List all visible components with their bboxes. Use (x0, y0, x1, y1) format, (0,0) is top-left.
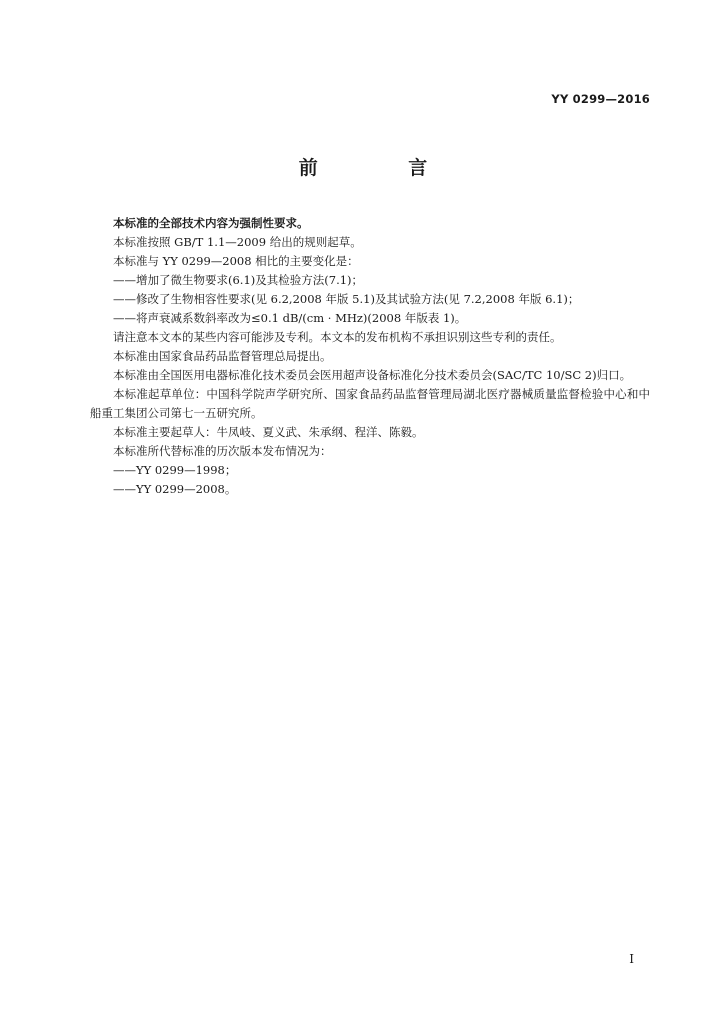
list-item-change-2: ——修改了生物相容性要求(见 6.2,2008 年版 5.1)及其试验方法(见 7.2,2008 年版 6.1)； (113, 292, 580, 306)
foreword-body (90, 214, 650, 499)
paragraph-administered-by: 本标准由全国医用电器标准化技术委员会医用超声设备标准化分技术委员会(SAC/TC 10/SC 2)归口。 (113, 368, 632, 382)
list-item-change-3: ——将声衰减系数斜率改为≤0.1 dB/(cm · MHz)(2008 年版表 1)。 (113, 311, 467, 325)
paragraph-mandatory: 本标准的全部技术内容为强制性要求。 (113, 216, 309, 230)
page-number: I (629, 952, 634, 966)
paragraph-drafting-units: 本标准起草单位：中国科学院声学研究所、国家食品药品监督管理局湖北医疗器械质量监督检验中心和中船重工集团公司第七一五研究所。 (90, 387, 650, 420)
paragraph-history-intro: 本标准所代替标准的历次版本发布情况为： (113, 444, 332, 458)
paragraph-drafters: 本标准主要起草人：牛凤岐、夏义武、朱承纲、程洋、陈毅。 (113, 425, 424, 439)
document-code: YY 0299—2016 (551, 92, 650, 106)
list-item-history-2: ——YY 0299—2008。 (113, 482, 237, 496)
list-item-change-1: ——增加了微生物要求(6.1)及其检验方法(7.1)； (113, 273, 364, 287)
paragraph-patent-notice: 请注意本文本的某些内容可能涉及专利。本文本的发布机构不承担识别这些专利的责任。 (113, 330, 562, 344)
paragraph-proposed-by: 本标准由国家食品药品监督管理总局提出。 (113, 349, 332, 363)
page-title: 前 言 (298, 157, 470, 179)
paragraph-changes-intro: 本标准与 YY 0299—2008 相比的主要变化是： (113, 254, 359, 268)
list-item-history-1: ——YY 0299—1998； (113, 463, 237, 477)
paragraph-drafting-rules: 本标准按照 GB/T 1.1—2009 给出的规则起草。 (113, 235, 362, 249)
